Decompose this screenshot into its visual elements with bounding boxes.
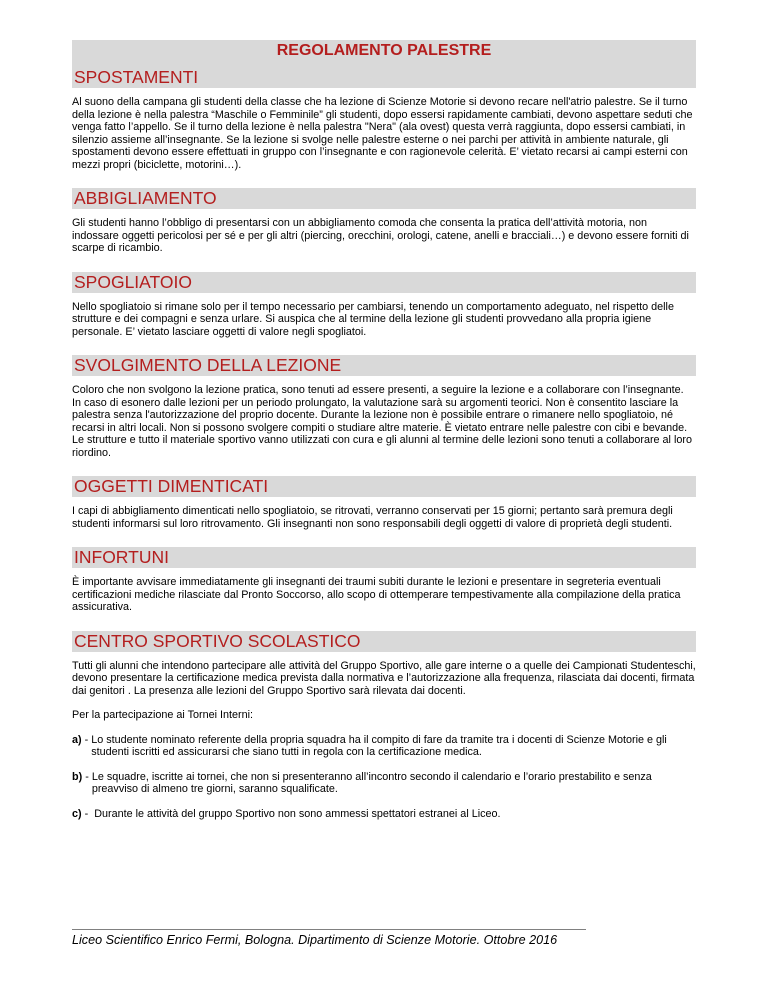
section-abbigliamento [72,188,696,255]
list-item-text: Lo studente nominato referente della propria squadra ha il compito di fare da tramite tra i docenti di Scienze Motorie e gli studenti iscritti ed assicurarsi che siano tutti in regola con la certificazione medica. [91,733,667,758]
section-heading-abbigliamento: ABBIGLIAMENTO [72,188,696,209]
section-heading-infortuni: INFORTUNI [72,547,696,568]
section-infortuni [72,547,696,614]
section-heading-svolgimento: SVOLGIMENTO DELLA LEZIONE [72,355,696,376]
paragraph-spogliatoio: Nello spogliatoio si rimane solo per il tempo necessario per cambiarsi, tenendo un comportamento adeguato, nel rispetto delle strutture e dei compagni e senza urlare. Si auspica che al termine della lezione gli studenti provvedano alla propria igiene personale. E’ vietato lasciare oggetti di valore negli spogliatoi. [72,300,674,338]
list-item [72,808,696,821]
list-item-letter: a) [72,733,82,746]
list-item-letter: b) [72,770,83,783]
list-item-letter: c) [72,807,82,820]
paragraph-svolgimento-3: Le strutture e tutto il materiale sportivo vanno utilizzati con cura e gli alunni al termine delle lezioni sono tenuti a collaborare al loro riordino. [72,434,692,459]
section-heading-centro: CENTRO SPORTIVO SCOLASTICO [72,631,696,652]
list-item-separator: - [81,807,95,820]
paragraph-svolgimento-1: Coloro che non svolgono la lezione pratica, sono tenuti ad essere presenti, a seguire la lezione e a collaborare con l’insegnante. [72,384,684,396]
paragraph-spostamenti: Al suono della campana gli studenti della classe che ha lezione di Scienze Motorie si devono recare nell'atrio palestre. Se il turno della lezione è nella palestra “Maschile o Femminile” gli studenti, dopo essersi rapidamente cambiati, devono aspettare seduti che venga fatto l’appello. Se il turno della lezione è nella palestra "Nera" (ala ovest) questa verrà raggiunta, dopo essersi cambiati, in silenzio assieme all’insegnante. Se la lezione si svolge nelle palestre esterne o nei parchi per attività in ambiente naturale, gli spostamenti devono essere effettuati in gruppo con l’insegnante e con ragionevole celerità. E’ vietato recarsi ai campi esterni con mezzi propri (biciclette, motorini…). [72,96,693,171]
title-bar [72,40,696,88]
paragraph-abbigliamento: Gli studenti hanno l’obbligo di presentarsi con un abbigliamento comoda che consenta la pratica dell’attività motoria, non indossare oggetti pericolosi per sé e per gli altri (piercing, orecchini, orologi, catene, anelli e bracciali…) e devono essere forniti di scarpe di ricambio. [72,217,689,254]
list-item [72,734,696,759]
section-centro [72,631,696,821]
section-heading-spogliatoio: SPOGLIATOIO [72,272,696,293]
page-footer: Liceo Scientifico Enrico Fermi, Bologna. Dipartimento di Scienze Motorie. Ottobre 2016 [72,929,586,947]
section-heading-oggetti: OGGETTI DIMENTICATI [72,476,696,497]
section-svolgimento [72,355,696,459]
paragraph-centro-2: Per la partecipazione ai Tornei Interni: [72,709,254,721]
section-oggetti [72,476,696,530]
list-item-text: Durante le attività del gruppo Sportivo non sono ammessi spettatori estranei al Liceo. [94,807,501,820]
paragraph-svolgimento-2: In caso di esonero dalle lezioni per un periodo prolungato, la valutazione sarà su argomenti teorici. Non è consentito lasciare la palestra senza l'autorizzazione del proprio docente. Durante la lezione non è possibile entrare o rimanere nello spogliatoio, né recarsi in altri locali. Non si possono svolgere compiti o studiare altre materie. È vietato entrare nelle palestre con cibi e bevande. [72,396,688,434]
document-page [72,40,696,820]
document-title: REGOLAMENTO PALESTRE [276,42,492,59]
list-item [72,771,696,796]
paragraph-infortuni: È importante avvisare immediatamente gli insegnanti dei traumi subiti durante le lezioni e presentare in segreteria eventuali certificazioni mediche rilasciate dal Pronto Soccorso, allo scopo di ottemperare tempestivamente alla compilazione della pratica assicurativa. [72,576,681,613]
paragraph-centro-1: Tutti gli alunni che intendono partecipare alle attività del Gruppo Sportivo, alle gare interne o a quelle dei Campionati Studenteschi, devono presentare la certificazione medica prevista dalla normativa e l’autorizzazione alla frequenza, rilasciata dai docenti, firmata dai genitori . La presenza alle lezioni del Gruppo Sportivo sarà rilevata dai docenti. [72,659,696,697]
section-heading-spostamenti: SPOSTAMENTI [74,67,199,87]
list-item-separator: - [81,733,92,746]
paragraph-oggetti: I capi di abbigliamento dimenticati nello spogliatoio, se ritrovati, verranno conservati per 15 giorni; pertanto sarà premura degli studenti informarsi sul loro ritrovamento. Gli insegnanti non sono responsabili degli oggetti di valore di proprietà degli studenti. [72,505,673,530]
list-item-text: Le squadre, iscritte ai tornei, che non si presenteranno all’incontro secondo il calendario e l’orario prestabilito e senza preavviso di almeno tre giorni, saranno squalificate. [91,770,652,795]
section-spogliatoio [72,272,696,339]
list-item-separator: - [82,770,92,783]
